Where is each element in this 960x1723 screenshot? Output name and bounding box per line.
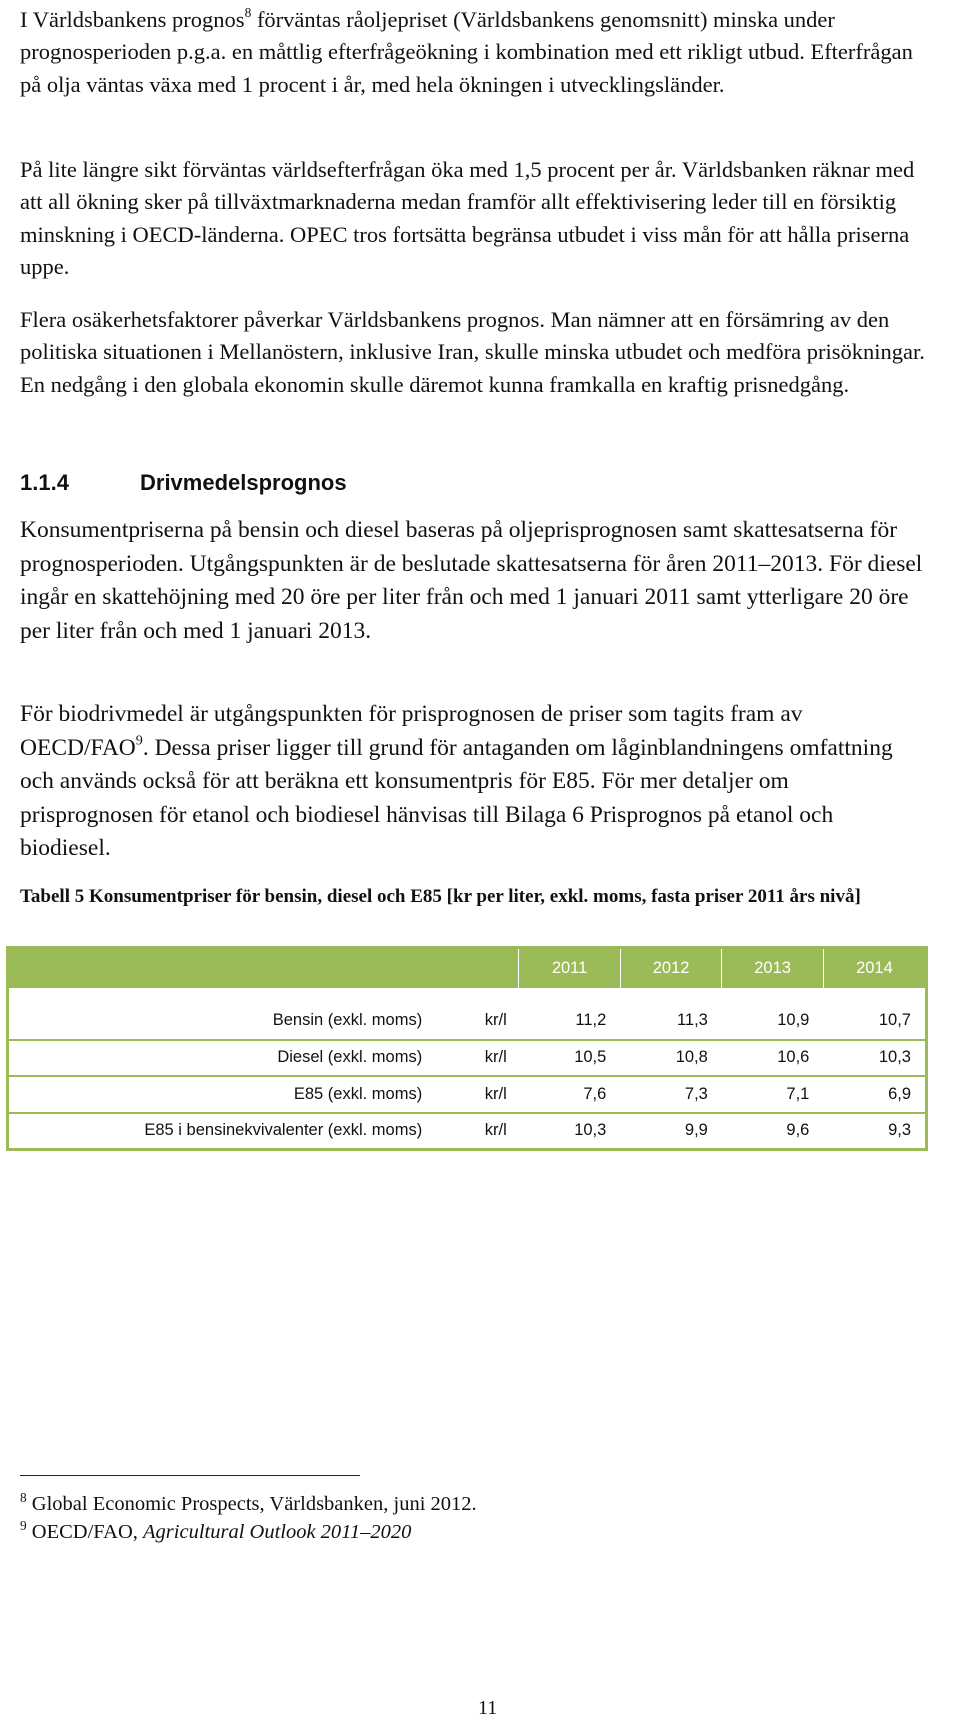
table-row [8,1076,927,1113]
cell-value: 9,6 [722,1113,824,1150]
paragraph-text: förväntas råoljepriset (Världsbankens genomsnitt) minska under prognosperioden p.g.a. en måttlig efterfrågeökning i kombination med ett rikligt utbud. Efterfrågan på olja väntas växa med 1 procent i år, med hela ökningen i utvecklingsländer. [20,7,913,97]
paragraph-text: I Världsbankens prognos [20,7,245,32]
cell-value: 11,2 [519,988,621,1040]
price-table-container [6,946,928,1151]
page-number: 11 [478,1697,498,1719]
footnote-mark: 8 [20,1490,27,1506]
paragraph-oil-price-forecast [20,4,925,101]
cell-value: 11,3 [620,988,722,1040]
footnote-8 [20,1490,477,1518]
paragraph-biofuels [20,698,925,866]
cell-value: 10,8 [620,1040,722,1077]
footnote-separator [20,1475,360,1476]
section-title: Drivmedelsprognos [140,470,347,495]
footnote-italic-title: Agricultural Outlook 2011–2020 [143,1521,412,1543]
paragraph-text: . Dessa priser ligger till grund för antaganden om låginblandningens omfattning och används också för att beräkna ett konsumentpris för E85. För mer detaljer om prisprognosen för etanol och biodiesel hänvisas till Bilaga 6 Prisprognos på etanol och biodiesel. [20,734,893,861]
cell-value: 10,3 [519,1113,621,1150]
year-header: 2011 [519,948,621,988]
cell-value: 7,1 [722,1076,824,1113]
footnote-ref-9[interactable]: 9 [135,731,143,748]
row-label: Bensin (exkl. moms) [8,988,435,1040]
cell-value: 10,7 [823,988,926,1040]
cell-value: 10,9 [722,988,824,1040]
footnote-text: Global Economic Prospects, Världsbanken, juni 2012. [31,1493,477,1515]
cell-value: 6,9 [823,1076,926,1113]
cell-value: 10,3 [823,1040,926,1077]
table-row [8,988,927,1040]
table-header-blank [8,948,519,988]
row-label: E85 i bensinekvivalenter (exkl. moms) [8,1113,435,1150]
table-row [8,1113,927,1150]
table-caption: Tabell 5 Konsumentpriser för bensin, diesel och E85 [kr per liter, exkl. moms, fasta priser 2011 års nivå] [20,886,861,907]
price-table [6,946,928,1151]
paragraph-uncertainty: Flera osäkerhetsfaktorer påverkar Världsbankens prognos. Man nämner att en försämring av den politiska situationen i Mellanöstern, inklusive Iran, skulle minska utbudet och medföra prisökningar. En nedgång i den globala ekonomin skulle däremot kunna framkalla en kraftig prisnedgång. [20,307,925,397]
paragraph-long-term-demand: På lite längre sikt förväntas världsefterfrågan öka med 1,5 procent per år. Världsbanken räknar med att all ökning sker på tillväxtmarknaderna medan framför allt effektivisering leder till en försiktig minskning i OECD-länderna. OPEC tros fortsätta begränsa utbudet i viss mån för att hålla priserna uppe. [20,157,915,280]
cell-value: 7,6 [519,1076,621,1113]
year-header: 2013 [722,948,824,988]
cell-value: 10,5 [519,1040,621,1077]
section-heading [20,470,347,496]
row-unit: kr/l [434,1113,519,1150]
cell-value: 9,9 [620,1113,722,1150]
row-unit: kr/l [434,1076,519,1113]
footnote-text: OECD/FAO, [31,1521,144,1543]
cell-value: 7,3 [620,1076,722,1113]
row-label: E85 (exkl. moms) [8,1076,435,1113]
paragraph-text: För biodrivmedel är utgångspunkten för prisprognosen de priser som tagits fram av OECD/FAO [20,701,803,761]
row-label: Diesel (exkl. moms) [8,1040,435,1077]
footnotes [20,1490,477,1546]
paragraph-consumer-prices: Konsumentpriserna på bensin och diesel baseras på oljeprisprognosen samt skattesatserna för prognosperioden. Utgångspunkten är de beslutade skattesatserna för åren 2011–2013. För diesel ingår en skattehöjning med 20 öre per liter från och med 1 januari 2011 samt ytterligare 20 öre per liter från och med 1 januari 2013. [20,517,923,644]
cell-value: 10,6 [722,1040,824,1077]
row-unit: kr/l [434,988,519,1040]
row-unit: kr/l [434,1040,519,1077]
footnote-mark: 9 [20,1518,27,1534]
footnote-9 [20,1518,477,1546]
year-header: 2014 [823,948,926,988]
table-row [8,1040,927,1077]
cell-value: 9,3 [823,1113,926,1150]
table-header-row [8,948,927,988]
footnote-ref-8[interactable]: 8 [244,4,252,20]
section-number: 1.1.4 [20,470,69,495]
year-header: 2012 [620,948,722,988]
